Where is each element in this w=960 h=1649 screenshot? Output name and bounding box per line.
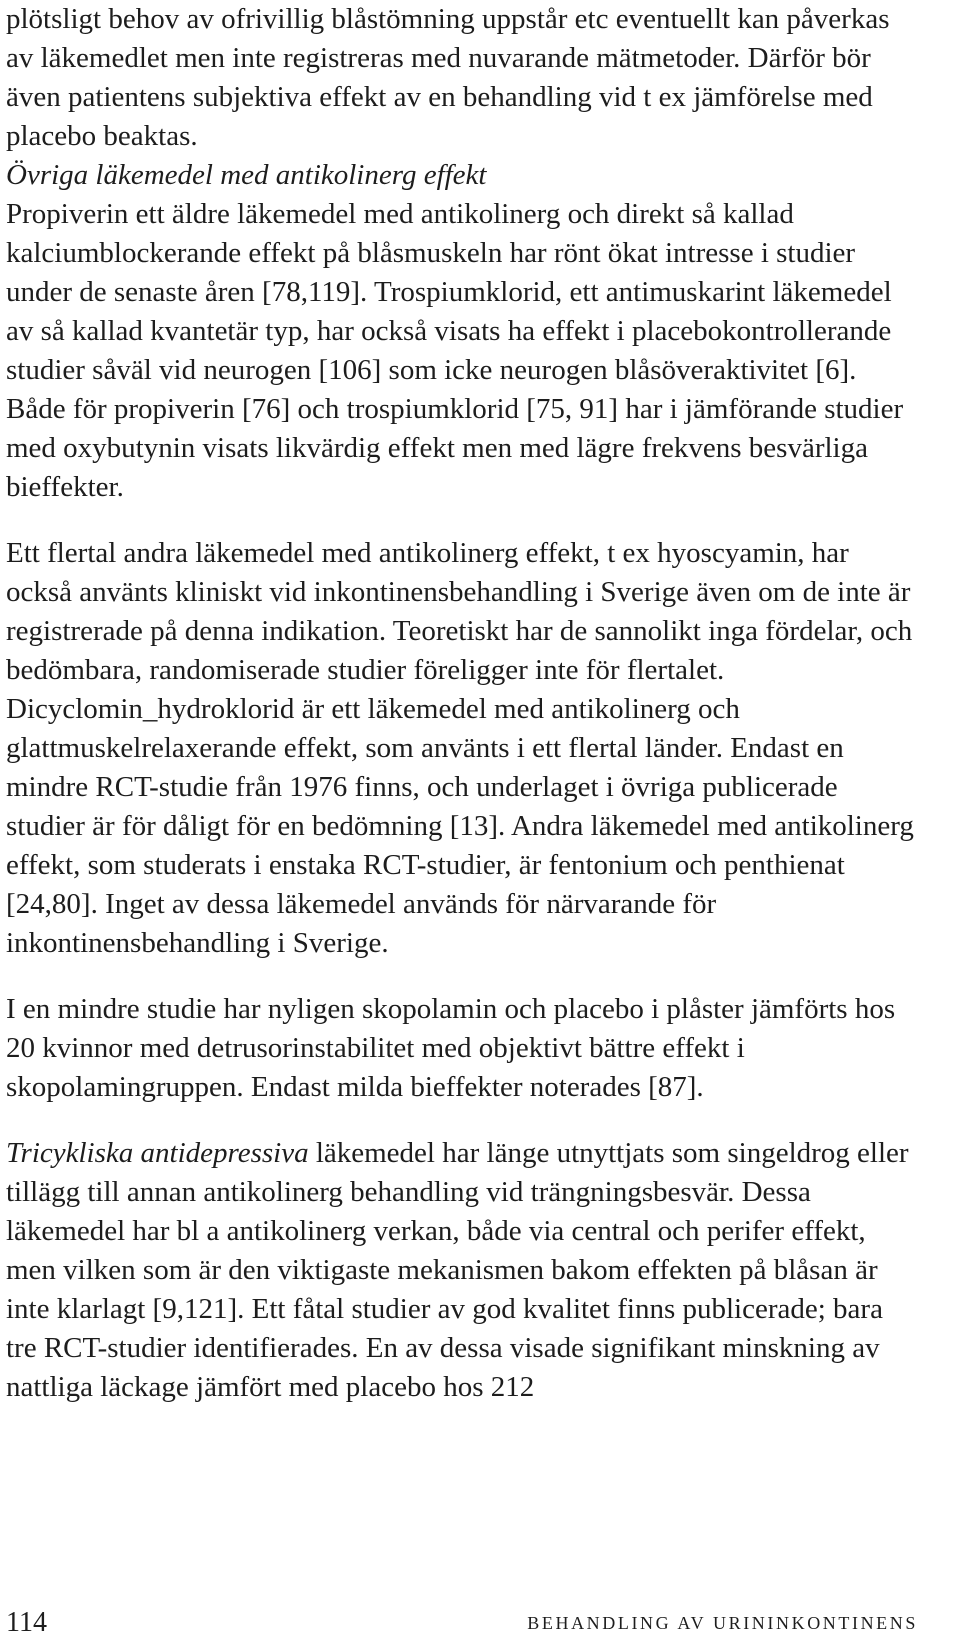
paragraph-tricyclic (6, 1134, 918, 1407)
tricyclic-text: läkemedel har länge utnyttjats som singeldrog eller tillägg till annan antikolinerg behandling vid trängningsbesvär. Dessa läkemedel har bl a antikolinerg verkan, både via central och perifer effekt, men vilken som är den viktigaste mekanismen bakom effekten på blåsan är inte klarlagt [9,121]. Ett fåtal studier av god kvalitet finns publicerade; bara tre RCT-studier identifierades. En av dessa visade signifikant minskning av nattliga läckage jämfört med placebo hos 212 (6, 1137, 909, 1403)
running-title: BEHANDLING AV URININKONTINENS (527, 1613, 918, 1633)
document-page (6, 0, 918, 1407)
page-number: 114 (6, 1607, 47, 1638)
paragraph-intro: plötsligt behov av ofrivillig blåstömning uppstår etc eventuellt kan påverkas av läkemedlet men inte registreras med nuvarande mätmetoder. Därför bör även patientens subjektiva effekt av en behandling vid t ex jämförelse med placebo beaktas. (6, 3, 890, 152)
tricyclic-term: Tricykliska antidepressiva (6, 1137, 309, 1169)
section-heading: Övriga läkemedel med antikolinerg effekt (6, 159, 487, 191)
paragraph-propiverin: Propiverin ett äldre läkemedel med antikolinerg och direkt så kallad kalciumblockerande effekt på blåsmuskeln har rönt ökat intresse i studier under de senaste åren [78,119]. Trospiumklorid, ett antimuskarint läkemedel av så kallad kvantetär typ, har också visats ha effekt i placebokontrollerande studier såväl vid neurogen [106] som icke neurogen blåsöveraktivitet [6]. Både för propiverin [76] och trospiumklorid [75, 91] har i jämförande studier med oxybutynin visats likvärdig effekt men med lägre frekvens besvärliga bieffekter. (6, 198, 904, 503)
paragraph-other-drugs: Ett flertal andra läkemedel med antikolinerg effekt, t ex hyoscyamin, har också använts kliniskt vid inkontinensbehandling i Sverige även om de inte är registrerade på denna indikation. Teoretiskt har de sannolikt inga fördelar, och bedömbara, randomiserade studier föreligger inte för flertalet. Dicyclomin_hydroklorid är ett läkemedel med antikolinerg och glattmuskelrelaxerande effekt, som använts i ett flertal länder. Endast en mindre RCT-studie från 1976 finns, och underlaget i övriga publicerade studier är för dåligt för en bedömning [13]. Andra läkemedel med antikolinerg effekt, som studerats i enstaka RCT-studier, är fentonium och penthienat [24,80]. Inget av dessa läkemedel används för närvarande för inkontinensbehandling i Sverige. (6, 537, 914, 959)
page-footer (6, 1605, 918, 1641)
paragraph-scopolamine: I en mindre studie har nyligen skopolamin och placebo i plåster jämförts hos 20 kvinnor med detrusorinstabilitet med objektivt bättre effekt i skopolamingruppen. Endast milda bieffekter noterades [87]. (6, 993, 896, 1103)
